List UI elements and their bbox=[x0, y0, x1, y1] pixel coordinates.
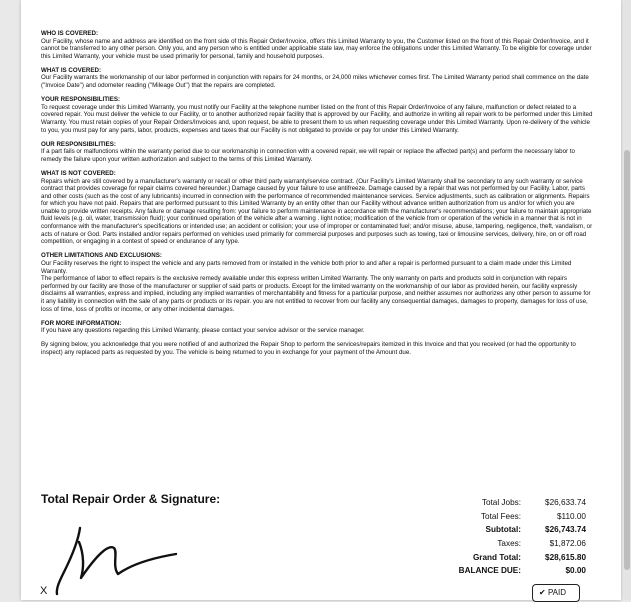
section-title: FOR MORE INFORMATION: bbox=[41, 319, 122, 327]
paid-status-badge bbox=[532, 584, 580, 602]
terms-section bbox=[41, 30, 593, 60]
totals-row bbox=[440, 537, 586, 551]
section-title: WHAT IS COVERED: bbox=[41, 66, 102, 74]
totals-label: Grand Total: bbox=[472, 552, 521, 562]
terms-section bbox=[41, 252, 593, 313]
section-paragraph: If a part fails or malfunctions within the warranty period due to our workmanship in connection with a covered repair, we will repair or replace the affected part(s) and perform the necessary labor to remedy the failure upon your written authorization and subject to the terms of this Limited Warranty. bbox=[41, 148, 575, 163]
totals-label: Total Jobs: bbox=[481, 498, 521, 508]
terms-section bbox=[41, 341, 593, 356]
totals-row bbox=[440, 550, 586, 564]
section-title: OTHER LIMITATIONS AND EXCLUSIONS: bbox=[41, 252, 162, 260]
totals-value: $110.00 bbox=[557, 511, 586, 521]
section-paragraph: Our Facility, whose name and address are identified on the front side of this Repair Order/Invoice, offers this Limited Warranty to you, the Customer listed on the front of this Repair Order/Invoice, and it cannot be transferred to any other person. Only you, and any person who is entitled under applicable state law, may enforce the obligations under this Limited Warranty. To be eligible for coverage under this Limited Warranty, your vehicle must be used primarily for personal, family and household purposes. bbox=[41, 37, 592, 60]
warranty-terms bbox=[41, 30, 593, 363]
terms-section bbox=[41, 96, 593, 134]
totals-label: BALANCE DUE: bbox=[458, 566, 521, 576]
customer-signature bbox=[48, 520, 208, 600]
signature-x-mark: X bbox=[40, 585, 48, 597]
section-title: WHO IS COVERED: bbox=[41, 30, 99, 37]
section-paragraph: The performance of labor to effect repairs is the exclusive remedy available under this express written Limited Warranty. The only warranty on parts and products sold in conjunction with repairs performed by our facility are those of the manufacturer or supplier of said parts or products. Except for the limited warranty on the workmanship of our labor as provided herein, our facility expressly disclaims all warranties, express and implied, including any implied warranties of merchantability and fitness for a particular purpose, and neither assumes nor authorizes any other person to assume for it any liability in connection with the sale of any parts or products or its repair. you are not entitled to recover from our facility any consequential damages, damages to property, damages for loss of use, loss of time, loss of profits or income, or any other incidental damages. bbox=[41, 275, 591, 313]
section-paragraph: Our Facility reserves the right to inspect the vehicle and any parts removed from or installed in the vehicle both prior to and after a repair is performed pursuant to a claim made under this Limited Warranty. bbox=[41, 259, 572, 275]
paid-label: PAID bbox=[547, 588, 567, 597]
section-paragraph: Repairs which are still covered by a manufacturer's warranty or recall or other third party warranty/service contract. (Our Facility's Limited Warranty shall be secondary to any such warranty or service contract that provides coverage for repair claims covered hereunder.) Damage caused by your failure to use antifreeze. Damage caused by a repair that was not performed by our Facility. Labor, parts and other costs (such as the cost of any lubricants) incurred in connection with the performance of recommended maintenance services. Service adjustments, such as calibration or alignments. Repairs for which you have not paid. Repairs that are performed pursuant to this Limited Warranty by an entity other than our Facility without advance written authorization from us and/or for which you are unable to provide written receipts. Any failure or damage resulting from: your failure to perform maintenance in accordance with the manufacturer's recommendations; your failure to maintain appropriate fluid levels (e.g. oil, water, transmission fluid); your continued operation of the vehicle after a warning . light notice; modification of the vehicle from or operation of the vehicle in a manner that is not in conformance with the manufacturer's specifications or intended use; an accident or collision; your use of improper or contaminated fuel; and/or misuse, abuse, tampering, negligence, theft, vandalism, or acts of nature or God. Parts installed and/or repairs performed on vehicles used primarily for commercial purposes and purposes such as towing, taxi or limousine services, delivery, hire, on or off road competition, or engaging in a contest of speed or endurance of any type. bbox=[41, 177, 593, 246]
terms-section bbox=[41, 141, 593, 164]
vertical-scrollbar[interactable] bbox=[623, 0, 631, 600]
totals-label: Total Fees: bbox=[480, 511, 521, 521]
terms-section bbox=[41, 320, 593, 335]
totals-row bbox=[440, 523, 586, 537]
section-title: WHAT IS NOT COVERED: bbox=[41, 169, 116, 177]
section-paragraph: Our Facility warrants the workmanship of our labor performed in conjunction with repairs for 24 months, or 24,000 miles whichever comes first. The Limited Warranty period shall commence on the date ("Invoice Date") and odometer reading ("Mileage Out") that the repairs are completed. bbox=[41, 74, 589, 90]
totals-value: $1,872.06 bbox=[549, 539, 586, 549]
section-paragraph: If you have any questions regarding this Limited Warranty, please contact your service advisor or the service manager. bbox=[41, 327, 365, 335]
terms-section bbox=[41, 170, 593, 246]
totals-row bbox=[440, 496, 586, 510]
section-paragraph: By signing below, you acknowledge that you were notified of and authorized the Repair Shop to perform the services/repairs itemized in this Invoice and that you received (or had the opportunity to inspect) any replaced parts as requested by you. The vehicle is being returned to you in exchange for your payment of the Amount due. bbox=[41, 341, 576, 356]
totals-value: $0.00 bbox=[565, 566, 586, 576]
totals-value: $26,633.74 bbox=[545, 498, 586, 508]
signature-section-title: Total Repair Order & Signature: bbox=[41, 492, 221, 506]
totals-value: $26,743.74 bbox=[545, 525, 586, 535]
totals-row bbox=[440, 564, 586, 578]
terms-section bbox=[41, 67, 593, 90]
section-paragraph: To request coverage under this Limited Warranty, you must notify our Facility at the telephone number listed on the front of this Repair Order/Invoice of any failure, malfunction or defect related to a covered repair. You must deliver the vehicle to our Facility, or to another authorized repair facility that is approved by our Facility, and authorize in writing all repair work to be performed under this Limited Warranty. You must retain copies of your Repair Orders/Invoices and, upon request, be able to present them to us when requesting coverage under this Limited Warranty. Upon re-delivery of the vehicle to you, you must pay for any parts, labor, products, expenses and taxes that our Facility is not obligated to provide or pay for under this Limited Warranty. bbox=[41, 103, 593, 134]
check-icon: ✔ bbox=[539, 588, 546, 597]
section-title: OUR RESPONSIBILITIES: bbox=[41, 140, 116, 148]
totals-label: Subtotal: bbox=[485, 525, 521, 535]
section-title: YOUR RESPONSIBILITIES: bbox=[41, 96, 121, 104]
scrollbar-thumb[interactable] bbox=[624, 150, 630, 570]
totals-summary bbox=[440, 496, 586, 578]
totals-label: Taxes: bbox=[497, 539, 521, 549]
totals-row bbox=[440, 510, 586, 524]
totals-value: $28,615.80 bbox=[545, 552, 586, 562]
